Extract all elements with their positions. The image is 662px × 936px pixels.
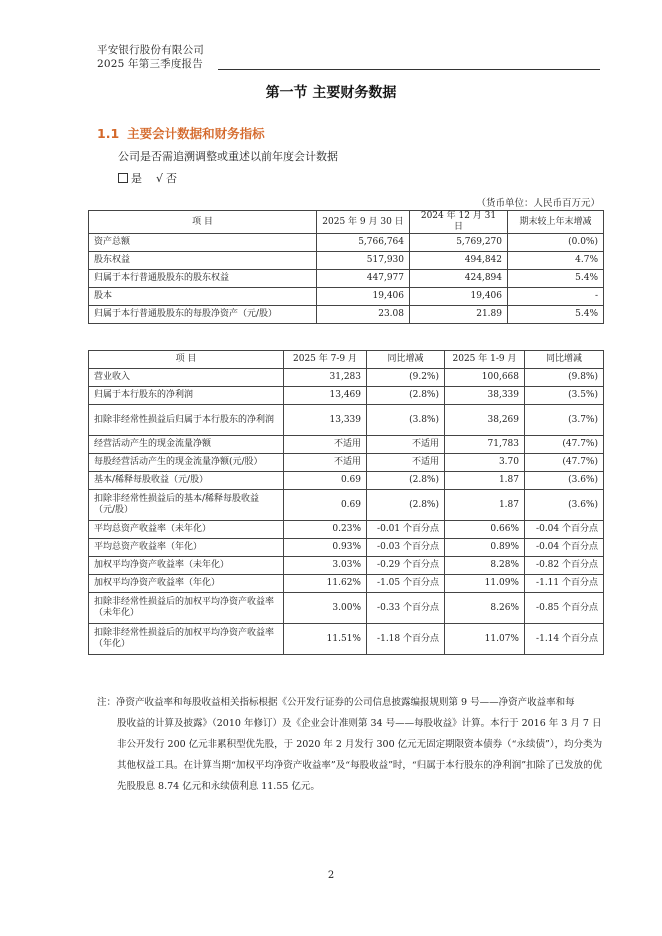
table-cell: 4.7% [508, 252, 604, 270]
restatement-question: 公司是否需追溯调整或重述以前年度会计数据 [118, 150, 338, 163]
table-row [89, 454, 604, 472]
table-cell: (2.8%) [367, 490, 445, 521]
table-row [89, 288, 604, 306]
table-cell: 38,339 [445, 387, 525, 405]
table-cell: 0.66% [445, 521, 525, 539]
header-company: 平安银行股份有限公司 [97, 44, 204, 56]
yes-label: 是 [131, 172, 142, 185]
table-cell: 不适用 [284, 436, 367, 454]
row-label: 股东权益 [89, 252, 317, 270]
section-heading [97, 124, 265, 142]
table-cell: 31,283 [284, 369, 367, 387]
table-row [89, 234, 604, 252]
row-label: 资产总额 [89, 234, 317, 252]
page-title: 第一节 主要财务数据 [265, 85, 397, 101]
table-cell: (9.8%) [525, 369, 604, 387]
table-cell: 13,339 [284, 405, 367, 436]
footnote-first-line: 注：净资产收益率和每股收益相关指标根据《公开发行证券的公司信息披露编报规则第 9 号——净资产收益率和每 [97, 697, 575, 708]
table-row [89, 252, 604, 270]
table-cell: -0.04 个百分点 [525, 539, 604, 557]
footnote [97, 692, 607, 797]
table-cell: 0.89% [445, 539, 525, 557]
restatement-answer [118, 170, 177, 186]
table-cell: 5.4% [508, 270, 604, 288]
table-cell: 1.87 [445, 472, 525, 490]
table-cell: 3.70 [445, 454, 525, 472]
column-header: 2025 年 1-9 月 [445, 351, 525, 369]
row-label: 营业收入 [89, 369, 284, 387]
table-cell: -0.04 个百分点 [525, 521, 604, 539]
section-title: 主要会计数据和财务指标 [127, 126, 265, 141]
table-row [89, 539, 604, 557]
table-row [89, 521, 604, 539]
section-number: 1.1 [97, 126, 120, 141]
table-cell: (3.5%) [525, 387, 604, 405]
table-cell: 11.09% [445, 575, 525, 593]
footnote-body: 股收益的计算及披露》（2010 年修订）及《企业会计准则第 34 号——每股收益》计算。本行于 2016 年 3 月 7 日非公开发行 200 亿元非累积型优先股，于 2020 年 2 月发行 300 亿元无固定期限资本债券（“永续债”），均分类为其他权益工具。在计算当期“加权平均净资产收益率”及“每股收益”时，“归属于本行股东的净利润”扣除了已发放的优先股股息 8.74 亿元和永续债利息 11.55 亿元。 [117, 718, 603, 792]
table-cell: (47.7%) [525, 454, 604, 472]
checkbox-yes [118, 173, 128, 183]
row-label: 股本 [89, 288, 317, 306]
table-cell: 11.62% [284, 575, 367, 593]
header-report: 2025 年第三季度报告 [97, 58, 203, 70]
column-header: 2025 年 9 月 30 日 [317, 211, 410, 234]
table-cell: 38,269 [445, 405, 525, 436]
column-header: 同比增减 [525, 351, 604, 369]
table-cell: (47.7%) [525, 436, 604, 454]
row-label: 归属于本行普通股股东的股东权益 [89, 270, 317, 288]
table-row [89, 557, 604, 575]
table-cell: 11.51% [284, 624, 367, 655]
table-cell: 不适用 [367, 436, 445, 454]
table-row [89, 387, 604, 405]
table-cell: 5,769,270 [410, 234, 508, 252]
table-row [89, 593, 604, 624]
table-cell: -1.11 个百分点 [525, 575, 604, 593]
table-cell: -1.18 个百分点 [367, 624, 445, 655]
column-header: 项 目 [89, 351, 284, 369]
row-label: 加权平均净资产收益率（未年化） [89, 557, 284, 575]
table-cell: 0.69 [284, 472, 367, 490]
table-cell: 0.93% [284, 539, 367, 557]
table-cell: (0.0%) [508, 234, 604, 252]
column-header: 期末较上年末增减 [508, 211, 604, 234]
column-header: 2025 年 7-9 月 [284, 351, 367, 369]
table-cell: (3.6%) [525, 490, 604, 521]
row-label: 归属于本行股东的净利润 [89, 387, 284, 405]
page-number: 2 [327, 870, 335, 881]
table-cell: 100,668 [445, 369, 525, 387]
row-label: 归属于本行普通股股东的每股净资产（元/股） [89, 306, 317, 324]
column-header: 项 目 [89, 211, 317, 234]
table-cell: 3.03% [284, 557, 367, 575]
table-cell: (2.8%) [367, 387, 445, 405]
row-label: 每股经营活动产生的现金流量净额(元/股） [89, 454, 284, 472]
table-cell: 5,766,764 [317, 234, 410, 252]
table-cell: 不适用 [367, 454, 445, 472]
table-row [89, 490, 604, 521]
balance-table [88, 210, 604, 324]
column-header: 2024 年 12 月 31 日 [410, 211, 508, 234]
table-row [89, 405, 604, 436]
table-cell: -0.82 个百分点 [525, 557, 604, 575]
table-row [89, 270, 604, 288]
table-cell: -0.01 个百分点 [367, 521, 445, 539]
table-cell: 8.28% [445, 557, 525, 575]
table-cell: 11.07% [445, 624, 525, 655]
income-table [88, 350, 604, 655]
table-cell: -1.14 个百分点 [525, 624, 604, 655]
table-cell: -1.05 个百分点 [367, 575, 445, 593]
table-cell: (3.7%) [525, 405, 604, 436]
table-row [89, 575, 604, 593]
table-row [89, 306, 604, 324]
table-cell: 不适用 [284, 454, 367, 472]
row-label: 平均总资产收益率（未年化） [89, 521, 284, 539]
table-row [89, 436, 604, 454]
no-label: 否 [166, 172, 178, 185]
column-header: 同比增减 [367, 351, 445, 369]
table-cell: 8.26% [445, 593, 525, 624]
check-mark-icon: √ [156, 172, 164, 185]
table-cell: (2.8%) [367, 472, 445, 490]
table-cell: 424,894 [410, 270, 508, 288]
table-cell: 1.87 [445, 490, 525, 521]
table-cell: 13,469 [284, 387, 367, 405]
table-cell: 23.08 [317, 306, 410, 324]
table-cell: 517,930 [317, 252, 410, 270]
table-cell: (3.6%) [525, 472, 604, 490]
row-label: 扣除非经常性损益后归属于本行股东的净利润 [89, 405, 284, 436]
table-cell: 19,406 [317, 288, 410, 306]
table-cell: 5.4% [508, 306, 604, 324]
table-cell: -0.85 个百分点 [525, 593, 604, 624]
table-row [89, 472, 604, 490]
table-cell: 71,783 [445, 436, 525, 454]
table-cell: 0.23% [284, 521, 367, 539]
row-label: 加权平均净资产收益率（年化） [89, 575, 284, 593]
row-label: 平均总资产收益率（年化） [89, 539, 284, 557]
table-cell: 3.00% [284, 593, 367, 624]
table-cell: 0.69 [284, 490, 367, 521]
table-cell: (3.8%) [367, 405, 445, 436]
table-row [89, 369, 604, 387]
header-rule [218, 69, 600, 70]
table-cell: -0.29 个百分点 [367, 557, 445, 575]
unit-note: （货币单位：人民币百万元） [476, 198, 600, 209]
row-label: 扣除非经常性损益后的加权平均净资产收益率（未年化） [89, 593, 284, 624]
table-cell: - [508, 288, 604, 306]
table-cell: 19,406 [410, 288, 508, 306]
row-label: 扣除非经常性损益后的加权平均净资产收益率（年化） [89, 624, 284, 655]
table-row [89, 624, 604, 655]
table-cell: 494,842 [410, 252, 508, 270]
row-label: 经营活动产生的现金流量净额 [89, 436, 284, 454]
table-cell: (9.2%) [367, 369, 445, 387]
row-label: 扣除非经常性损益后的基本/稀释每股收益（元/股） [89, 490, 284, 521]
row-label: 基本/稀释每股收益（元/股） [89, 472, 284, 490]
table-cell: -0.33 个百分点 [367, 593, 445, 624]
table-cell: 21.89 [410, 306, 508, 324]
table-cell: 447,977 [317, 270, 410, 288]
table-cell: -0.03 个百分点 [367, 539, 445, 557]
